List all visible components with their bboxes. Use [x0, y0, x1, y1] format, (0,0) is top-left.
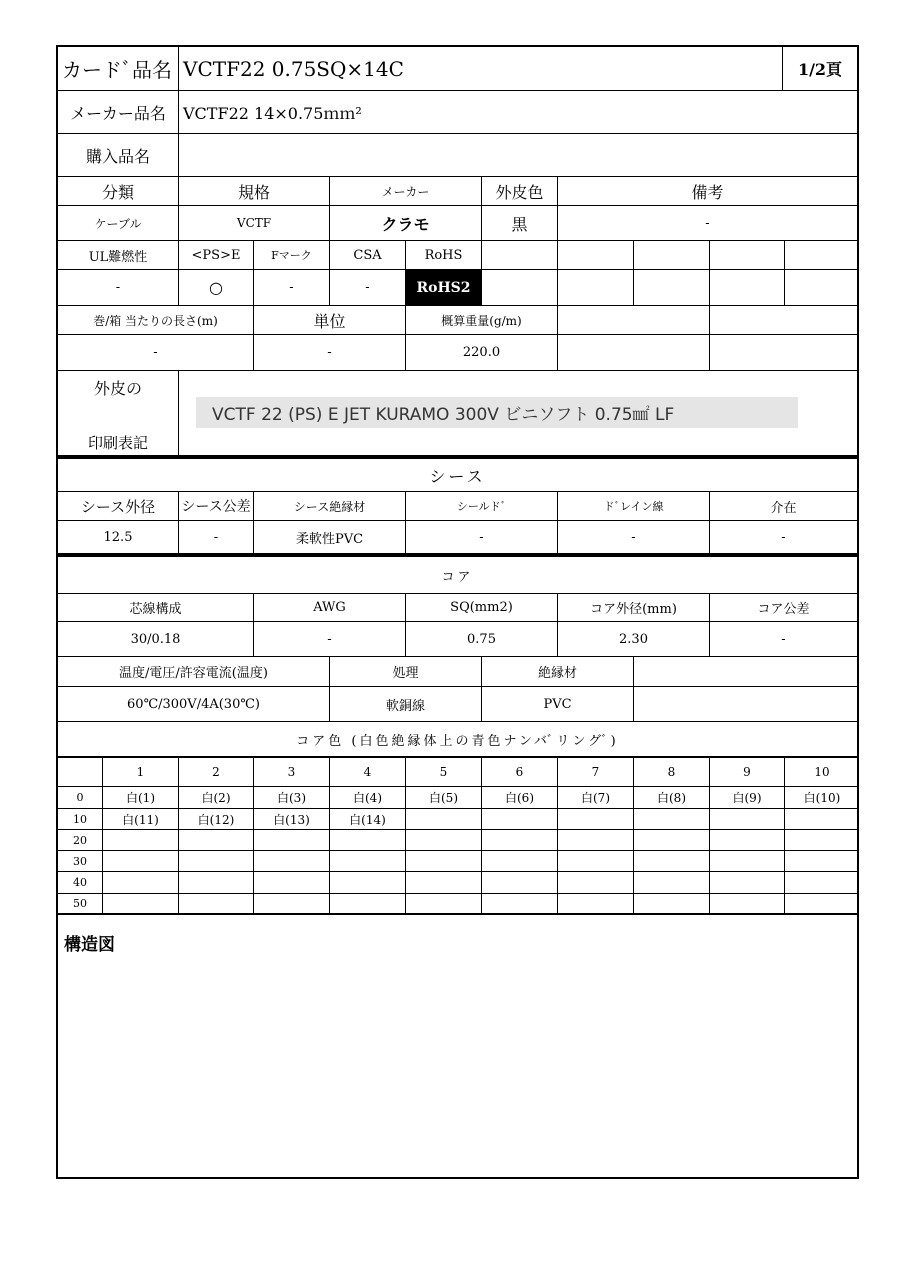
sheath-val-drain: -	[631, 529, 636, 545]
color-row-label: 30	[73, 854, 87, 868]
spec-head-maker: メーカー	[381, 184, 430, 199]
sheath-head-material: シース絶縁材	[293, 499, 366, 514]
color-row-label: 10	[73, 812, 87, 826]
cert-val-ul: -	[115, 280, 121, 295]
cert-head-ul: UL難燃性	[88, 249, 148, 265]
sheath-title: シース	[429, 466, 486, 486]
sheath-head-filler: 介在	[770, 500, 797, 516]
rating-val-process: 軟銅線	[385, 698, 425, 714]
color-cell	[710, 830, 784, 850]
cert-head-ps: <PS>E	[191, 247, 241, 263]
sheath-head-od: シース外径	[80, 497, 156, 516]
color-cell	[179, 894, 253, 913]
color-row-label: 20	[73, 833, 87, 847]
sheath-head-tol: シース公差	[181, 499, 251, 515]
sheath-val-filler: -	[781, 529, 786, 545]
length-head: 巻/箱 当たりの長さ(m)	[93, 313, 218, 328]
color-col-header: 9	[743, 765, 751, 779]
cert-val-ps: ○	[209, 278, 223, 297]
color-cell	[406, 894, 481, 913]
color-cell	[634, 894, 709, 913]
core-color-title: コア色 (白色絶縁体上の青色ナンバﾞリングﾞ)	[296, 733, 619, 749]
spec-val-gaihi: 黒	[511, 214, 528, 234]
core-title: コア	[441, 570, 474, 585]
color-cell: 白(1)	[126, 791, 155, 805]
color-cell	[710, 809, 784, 829]
spec-val-biko: -	[705, 215, 710, 231]
core-val-tol: -	[781, 631, 786, 647]
color-col-header: 8	[667, 765, 676, 779]
spec-head-bunrui: 分類	[101, 182, 134, 202]
core-head-tol: コア公差	[757, 602, 810, 617]
color-cell	[634, 872, 709, 893]
color-cell	[558, 894, 633, 913]
color-cell	[558, 851, 633, 871]
color-cell	[254, 872, 329, 893]
color-cell	[785, 872, 859, 893]
sheath-val-material: 柔軟性PVC	[295, 531, 364, 547]
color-row-label: 40	[73, 876, 87, 889]
spec-head-gaihi: 外皮色	[495, 182, 544, 202]
color-cell	[406, 809, 481, 829]
color-cell	[179, 830, 253, 850]
color-cell	[103, 830, 178, 850]
color-cell	[785, 894, 859, 913]
rating-val-insulation: PVC	[543, 696, 572, 712]
color-cell	[330, 830, 405, 850]
unit-head: 単位	[313, 311, 346, 331]
unit-val: -	[327, 345, 332, 360]
color-col-header: 3	[287, 765, 296, 779]
sheath-val-shield: -	[479, 529, 484, 545]
color-cell	[482, 830, 557, 850]
color-cell	[634, 830, 709, 850]
rating-head-process: 処理	[392, 666, 419, 681]
color-cell: 白(6)	[505, 791, 534, 805]
core-val-strand: 30/0.18	[130, 631, 181, 647]
color-cell	[785, 830, 859, 850]
print-marking-text: VCTF 22 (PS) E JET KURAMO 300V ビニソフト 0.75㎟ LF	[196, 397, 798, 428]
color-col-header: 7	[591, 765, 600, 779]
color-cell	[785, 809, 859, 829]
page-number: 1/2頁	[797, 60, 843, 79]
spec-head-biko: 備考	[691, 182, 724, 202]
color-cell: 白(9)	[732, 791, 762, 805]
color-cell	[785, 851, 859, 871]
spec-val-kikaku: VCTF	[236, 216, 272, 230]
color-cell	[482, 894, 557, 913]
cert-val-fmark: -	[289, 280, 294, 295]
spec-head-kikaku: 規格	[237, 182, 270, 202]
maker-name-value: VCTF22 14×0.75ｍｍ²	[183, 103, 362, 123]
spec-val-maker: クラモ	[381, 214, 430, 234]
color-cell: 白(4)	[353, 791, 382, 805]
sheath-val-tol: -	[213, 529, 219, 545]
card-name-value: VCTF22 0.75SQ×14C	[183, 56, 404, 81]
color-col-header: 1	[136, 765, 145, 779]
color-cell	[634, 851, 709, 871]
color-col-header: 6	[515, 765, 524, 779]
color-cell	[558, 830, 633, 850]
spec-val-bunrui: ケーブル	[94, 216, 142, 231]
color-cell: 白(8)	[657, 791, 686, 805]
core-head-strand: 芯線構成	[129, 602, 182, 617]
color-cell	[179, 851, 253, 871]
color-cell	[406, 851, 481, 871]
color-row-label: 0	[76, 791, 84, 804]
color-cell	[103, 851, 178, 871]
color-cell	[710, 872, 784, 893]
core-head-awg: AWG	[313, 600, 346, 615]
cert-head-fmark: Fマーク	[271, 249, 312, 262]
color-cell: 白(12)	[197, 812, 235, 827]
rohs-badge: RoHS2	[406, 270, 481, 305]
rating-head-temp: 温度/電圧/許容電流(温度)	[119, 666, 268, 681]
color-cell: 白(2)	[201, 791, 231, 805]
color-cell	[406, 872, 481, 893]
core-val-awg: -	[327, 631, 332, 647]
cert-val-csa: -	[365, 280, 370, 295]
color-cell	[103, 894, 178, 913]
sheath-val-od: 12.5	[103, 529, 133, 545]
purchase-name-label: 購入品名	[85, 146, 150, 166]
color-cell	[254, 830, 329, 850]
core-val-od: 2.30	[619, 631, 648, 647]
card-name-label: カードﾞ品名	[62, 58, 172, 82]
color-cell	[330, 894, 405, 913]
color-cell: 白(13)	[273, 812, 310, 827]
color-cell	[710, 894, 784, 913]
color-cell	[710, 851, 784, 871]
color-cell	[406, 830, 481, 850]
rating-val-temp: 60℃/300V/4A(30℃)	[127, 696, 260, 712]
color-cell	[330, 851, 405, 871]
color-cell	[254, 894, 329, 913]
cert-head-csa: CSA	[353, 247, 382, 263]
color-col-header: 4	[363, 765, 372, 779]
weight-head: 概算重量(g/m)	[441, 313, 522, 328]
color-cell	[254, 851, 329, 871]
maker-name-label: メーカー品名	[70, 103, 166, 123]
color-cell	[482, 851, 557, 871]
rating-head-insulation: 絶縁材	[537, 666, 577, 681]
color-row-label: 50	[73, 897, 87, 910]
core-val-sq: 0.75	[467, 631, 496, 647]
color-cell	[103, 872, 178, 893]
print-label-top: 外皮の	[93, 378, 142, 398]
length-val: -	[153, 345, 158, 360]
color-col-header: 2	[212, 765, 220, 779]
color-cell	[482, 872, 557, 893]
print-label-bottom: 印刷表記	[87, 433, 148, 452]
structure-diagram-label: 構造図	[64, 935, 115, 955]
color-cell	[558, 872, 633, 893]
color-cell: 白(5)	[429, 791, 458, 805]
color-cell	[330, 872, 405, 893]
color-col-header: 5	[439, 765, 448, 779]
weight-val: 220.0	[462, 345, 501, 360]
color-cell: 白(11)	[122, 812, 159, 827]
color-cell	[179, 872, 253, 893]
color-cell	[482, 809, 557, 829]
color-cell	[558, 809, 633, 829]
purchase-name-value	[179, 134, 857, 176]
color-cell: 白(3)	[277, 791, 306, 805]
color-col-header: 10	[814, 765, 830, 779]
sheath-head-shield: シールドﾞ	[456, 500, 507, 513]
color-cell: 白(14)	[349, 812, 386, 827]
cert-head-rohs: RoHS	[424, 247, 463, 263]
core-head-od: コア外径(mm)	[590, 602, 677, 617]
sheath-head-drain: ドﾞレイン線	[603, 500, 664, 513]
color-cell: 白(10)	[803, 791, 841, 805]
core-head-sq: SQ(mm2)	[450, 600, 513, 615]
color-cell	[634, 809, 709, 829]
color-cell: 白(7)	[581, 791, 610, 805]
